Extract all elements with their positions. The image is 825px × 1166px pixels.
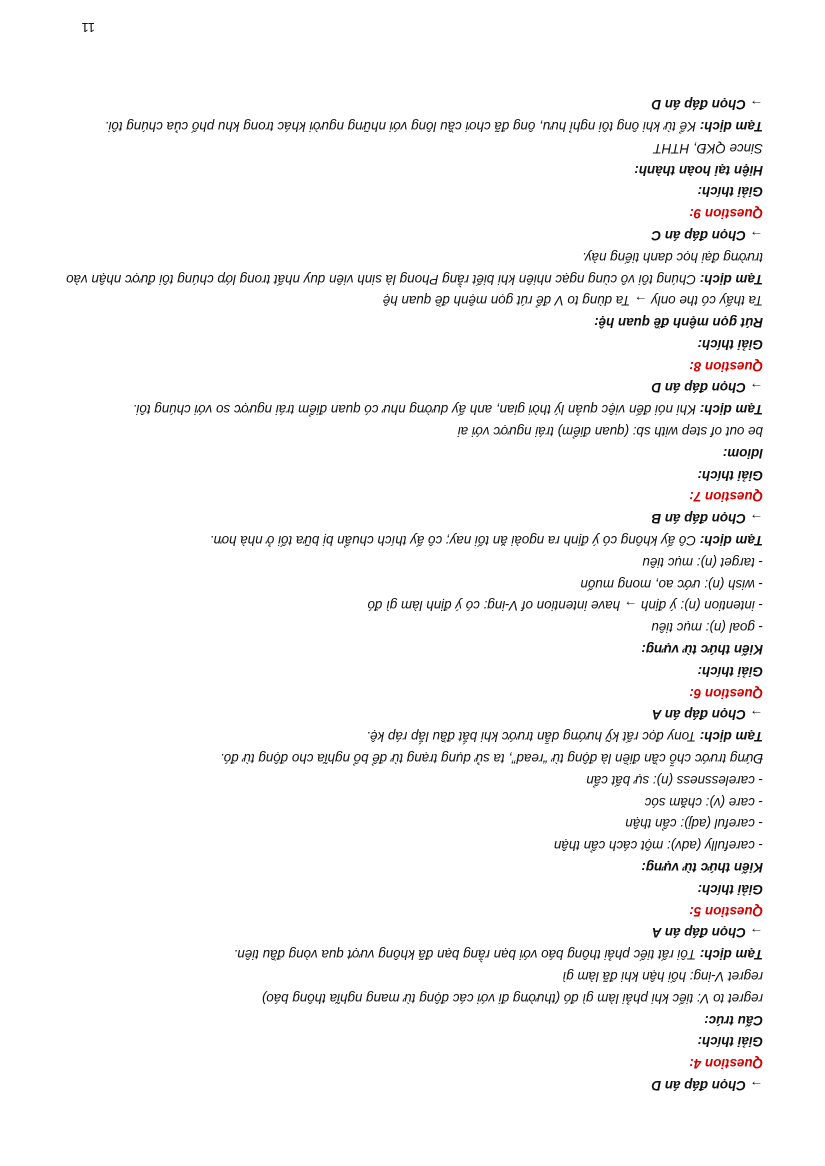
body-line: regret V-ing: hối hận khi đã làm gì [562, 969, 763, 985]
translation-text: Khi nói đến việc quản lý thời gian, anh ấy dường như có quan điểm trái ngược so với chúng tôi. [132, 402, 700, 418]
body-line: - target (n): mục tiêu [642, 554, 763, 570]
answer-line: → Chọn đáp án A [651, 925, 763, 941]
body-line: - goal (n): mục tiêu [651, 620, 763, 636]
answer-line: → Chọn đáp án B [651, 511, 763, 527]
answer-explanations [63, 93, 763, 1096]
section-heading: Kiến thức từ vựng: [641, 642, 763, 658]
translation-line [63, 725, 763, 747]
translation-text: Tôi rất tiếc phải thông báo với bạn rằng bạn đã không vượt qua vòng đầu tiên. [233, 947, 700, 963]
question-heading: Question 4: [689, 1056, 763, 1072]
body-line: regret to V: tiếc khi phải làm gì đó (thường đi với các động từ mang nghĩa thông báo) [261, 990, 763, 1006]
section-heading: Idiom: [722, 445, 763, 461]
body-line: - careful (adj): cẩn thận [625, 816, 763, 832]
translation-text: Cô ấy không có ý định ra ngoài ăn tối nay; cô ấy thích chuẩn bị bữa tối ở nhà hơn. [209, 533, 700, 549]
body-line: Đứng trước chỗ cần điền là động từ “read”, ta sử dụng trạng từ để bổ nghĩa cho động từ đó. [220, 751, 763, 767]
question-heading: Question 8: [689, 358, 763, 374]
translation-line [63, 529, 763, 551]
section-heading: Kiến thức từ vựng: [641, 860, 763, 876]
body-line: - wish (n): ước ao, mong muốn [580, 576, 763, 592]
section-heading: Giải thích: [697, 1034, 763, 1050]
question-heading: Question 7: [689, 489, 763, 505]
translation-label: Tạm dịch: [699, 729, 763, 745]
translation-line [63, 943, 763, 965]
translation-text: Chúng tôi vô cùng ngạc nhiên khi biết rằng Phong là sinh viên duy nhất trong lớp chúng tôi được nhận vào trường đại học danh tiếng này. [66, 249, 763, 287]
section-heading: Giải thích: [697, 467, 763, 483]
translation-line [63, 115, 763, 137]
section-heading: Giải thích: [697, 663, 763, 679]
answer-line: → Chọn đáp án D [651, 97, 763, 113]
question-heading: Question 6: [689, 685, 763, 701]
answer-line: → Chọn đáp án A [651, 707, 763, 723]
body-line: - intention (n): ý định → have intention of V-ing: có ý định làm gì đó [367, 598, 763, 614]
body-line: Since QKĐ, HTHT [653, 140, 763, 156]
body-line: Ta thấy có the only → Ta dùng to V để rút gọn mệnh đề quan hệ [382, 293, 763, 309]
body-line: - carefully (adv): một cách cẩn thận [553, 838, 763, 854]
translation-label: Tạm dịch: [699, 118, 763, 134]
translation-text: Kể từ khi ông tôi nghỉ hưu, ông đã chơi cầu lông với những người khác trong khu phố của chúng tôi. [104, 118, 700, 134]
section-heading: Rút gọn mệnh đề quan hệ: [594, 315, 763, 331]
answer-line: → Chọn đáp án D [651, 1078, 763, 1093]
answer-line: → Chọn đáp án D [651, 380, 763, 396]
question-heading: Question 9: [689, 206, 763, 222]
translation-label: Tạm dịch: [699, 402, 763, 418]
section-heading: Giải thích: [697, 881, 763, 897]
translation-label: Tạm dịch: [699, 533, 763, 549]
page-number: 11 [81, 20, 95, 35]
section-heading: Cấu trúc: [704, 1012, 763, 1028]
section-heading: Giải thích: [697, 336, 763, 352]
question-heading: Question 5: [689, 903, 763, 919]
translation-text: Tony đọc rất kỹ hướng dẫn trước khi bắt đầu lắp ráp kệ. [366, 729, 700, 745]
translation-line [63, 399, 763, 421]
translation-label: Tạm dịch: [699, 947, 763, 963]
answer-line: → Chọn đáp án C [651, 227, 763, 243]
translation-line [63, 246, 763, 290]
body-line: - care (v): chăm sóc [644, 794, 763, 810]
body-line: - carelessness (n): sự bất cẩn [586, 772, 763, 788]
section-heading: Hiện tại hoàn thành: [634, 162, 763, 178]
translation-label: Tạm dịch: [699, 271, 763, 287]
section-heading: Giải thích: [697, 184, 763, 200]
body-line: be out of step with sb: (quan điểm) trái ngược với ai [457, 424, 763, 440]
